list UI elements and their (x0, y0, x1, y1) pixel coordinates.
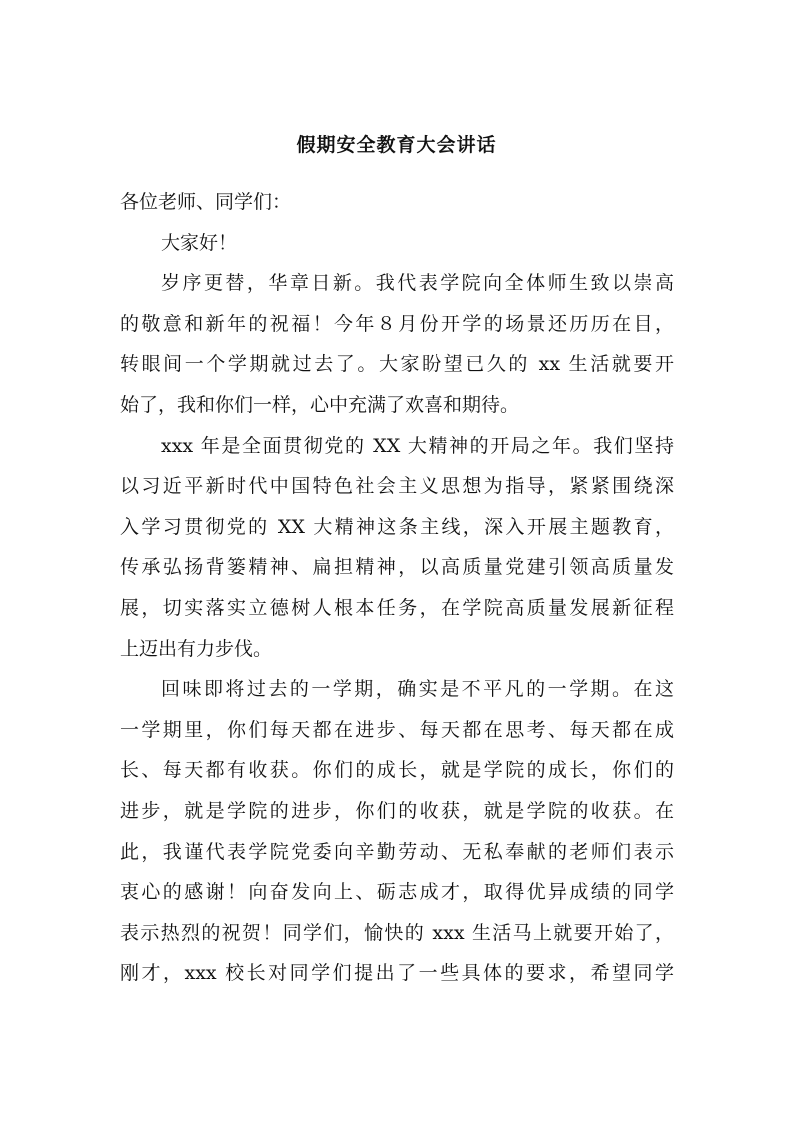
paragraph-2-line-3: 入学习贯彻党的 XX 大精神这条主线，深入开展主题教育， (120, 515, 674, 538)
paragraph-1-line-2: 的敬意和新年的祝福！今年８月份开学的场景还历历在目， (120, 312, 674, 335)
paragraph-2-line-6: 上迈出有力步伐。 (120, 637, 273, 660)
paragraph-1-line-1: 岁序更替，华章日新。我代表学院向全体师生致以崇高 (161, 272, 674, 295)
paragraph-3-line-7: 表示热烈的祝贺！同学们，愉快的 xxx 生活马上就要开始了， (120, 921, 674, 944)
salutation-line: 各位老师、同学们： (120, 191, 292, 213)
paragraph-3-line-3: 长、每天都有收获。你们的成长，就是学院的成长，你们的 (120, 759, 674, 782)
paragraph-2-line-5: 展，切实落实立德树人根本任务，在学院高质量发展新征程 (120, 596, 674, 619)
paragraph-3-line-8: 刚才，xxx 校长对同学们提出了一些具体的要求，希望同学 (120, 962, 674, 985)
paragraph-3-line-2: 一学期里，你们每天都在进步、每天都在思考、每天都在成 (120, 718, 674, 741)
paragraph-2-line-2: 以习近平新时代中国特色社会主义思想为指导，紧紧围绕深 (120, 475, 674, 498)
paragraph-3-line-4: 进步，就是学院的进步，你们的收获，就是学院的收获。在 (120, 799, 674, 822)
paragraph-1-line-3: 转眼间一个学期就过去了。大家盼望已久的 xx 生活就要开 (120, 353, 674, 376)
paragraph-3-line-1: 回味即将过去的一学期，确实是不平凡的一学期。在这 (161, 678, 674, 701)
paragraph-2-line-1: xxx 年是全面贯彻党的 XX 大精神的开局之年。我们坚持 (161, 434, 674, 457)
paragraph-3-line-5: 此，我谨代表学院党委向辛勤劳动、无私奉献的老师们表示 (120, 840, 674, 863)
document-title: 假期安全教育大会讲话 (296, 134, 497, 156)
paragraph-3-line-6: 衷心的感谢！向奋发向上、砺志成才，取得优异成绩的同学 (120, 881, 674, 904)
document-body (120, 182, 674, 994)
greeting-line: 大家好！ (161, 231, 238, 254)
paragraph-2-line-4: 传承弘扬背篓精神、扁担精神，以高质量党建引领高质量发 (120, 556, 674, 579)
paragraph-1-line-4: 始了，我和你们一样，心中充满了欢喜和期待。 (120, 393, 520, 416)
